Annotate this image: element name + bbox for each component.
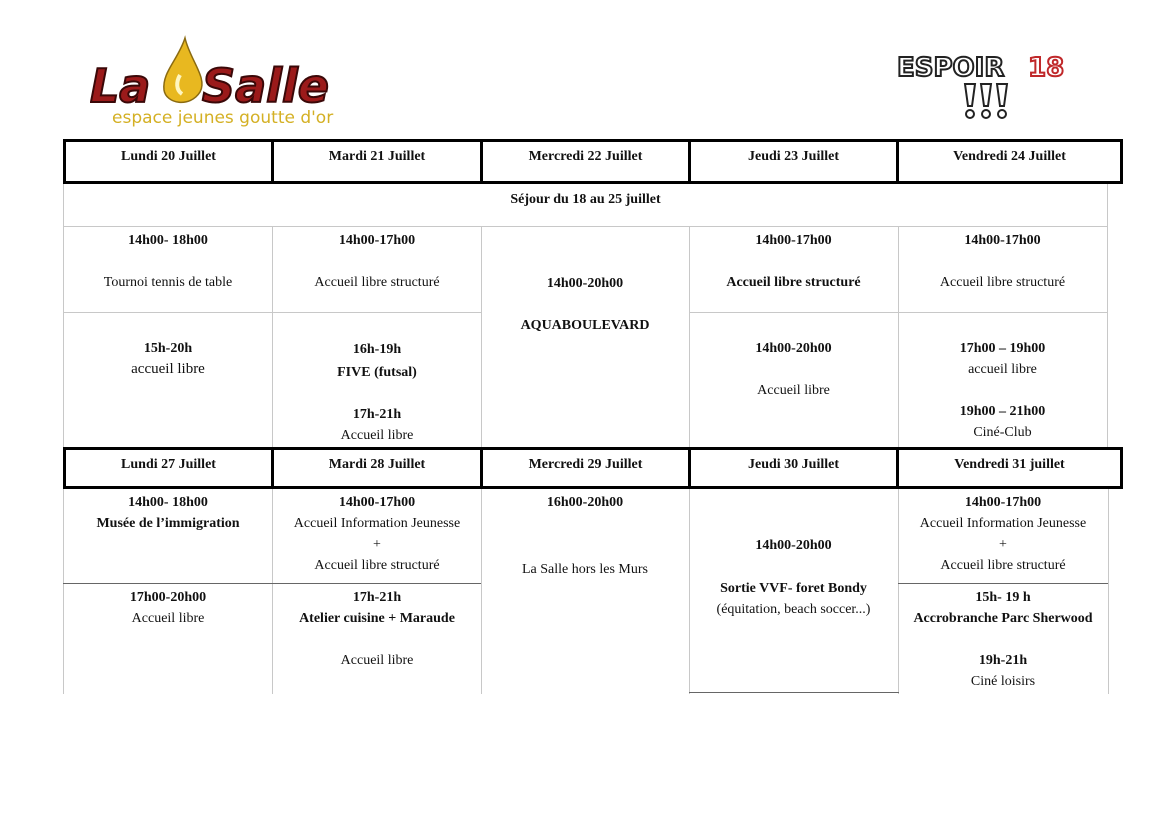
time-label: 16h00-20h00 xyxy=(546,495,624,510)
time-label: 14h00-17h00 xyxy=(755,233,832,248)
time-label: 17h00 – 19h00 xyxy=(959,341,1046,356)
day-header: Mercredi 22 Juillet xyxy=(480,139,691,184)
activity-label: Accueil libre structuré xyxy=(939,275,1066,290)
svg-text:espace jeunes goutte d'or: espace jeunes goutte d'or xyxy=(112,108,334,128)
activity-label: Accueil libre xyxy=(131,611,205,626)
svg-text:ESPOIR: ESPOIR xyxy=(897,53,1005,83)
week1-tue-slot1 xyxy=(272,230,482,293)
activity-label: Accueil libre xyxy=(340,428,414,443)
week1-wed-slot xyxy=(481,273,689,336)
week2-tue-slot2 xyxy=(272,587,482,671)
time-label: 17h00-20h00 xyxy=(129,590,207,605)
time-label: 14h00-17h00 xyxy=(964,495,1042,510)
activity-label: FIVE (futsal) xyxy=(337,365,417,380)
day-header: Jeudi 23 Juillet xyxy=(688,139,899,184)
time-label: 14h00-17h00 xyxy=(964,233,1041,248)
time-label: 14h00-17h00 xyxy=(338,233,416,248)
day-header: Mardi 28 Juillet xyxy=(271,447,483,489)
activity-label: Ciné-Club xyxy=(973,425,1032,440)
time-label: 14h00-17h00 xyxy=(338,495,416,510)
week1-thu-slot2 xyxy=(689,338,898,401)
time-label: 15h-20h xyxy=(143,341,193,356)
time-label: 17h-21h xyxy=(352,407,402,422)
activity-label: Accueil libre structuré xyxy=(726,275,861,290)
week2-tue-slot1 xyxy=(272,492,482,576)
week2-fri-slot1 xyxy=(898,492,1108,576)
week1-mon-slot2 xyxy=(63,338,273,380)
plus-sign: + xyxy=(373,537,381,552)
activity-label: AQUABOULEVARD xyxy=(520,318,650,333)
week2-wed-slot xyxy=(481,492,689,580)
svg-text:18: 18 xyxy=(1028,53,1065,83)
activity-label: Accrobranche Parc Sherwood xyxy=(913,611,1093,626)
activity-label: Tournoi tennis de table xyxy=(103,275,233,290)
svg-text:La: La xyxy=(90,59,151,113)
week1-fri-slot2 xyxy=(898,338,1107,443)
activity-label: accueil libre xyxy=(131,361,205,377)
time-label: 14h00-20h00 xyxy=(755,538,832,553)
week1-fri-slot1 xyxy=(898,230,1107,293)
week2-mon-slot1 xyxy=(63,492,273,534)
day-header: Mercredi 29 Juillet xyxy=(480,447,691,489)
time-label: 17h-21h xyxy=(352,590,402,605)
day-header: Lundi 27 Juillet xyxy=(63,447,274,489)
activity-label: Accueil Information Jeunesse xyxy=(293,516,461,531)
week1-tue-slot2 xyxy=(272,339,482,446)
time-label: 14h00-20h00 xyxy=(546,276,624,291)
day-header: Vendredi 24 Juillet xyxy=(896,139,1123,184)
week1-thu-slot1 xyxy=(689,230,898,293)
activity-label: Accueil libre structuré xyxy=(314,558,440,573)
activity-label: Ciné loisirs xyxy=(970,674,1036,689)
time-label: 14h00- 18h00 xyxy=(128,495,208,510)
activity-label: Accueil libre xyxy=(340,653,414,668)
activity-label: La Salle hors les Murs xyxy=(522,562,648,577)
time-label: 19h00 – 21h00 xyxy=(959,404,1046,419)
time-label: 14h00-20h00 xyxy=(755,341,832,356)
activity-label: Accueil libre structuré xyxy=(314,275,440,290)
day-header: Mardi 21 Juillet xyxy=(271,139,483,184)
activity-label: Accueil Information Jeunesse xyxy=(919,516,1087,531)
week2-mon-slot2 xyxy=(63,587,273,629)
time-label: 15h- 19 h xyxy=(975,590,1031,605)
activity-label: Sortie VVF- foret Bondy xyxy=(720,581,867,596)
activity-label: accueil libre xyxy=(968,362,1037,377)
time-label: 16h-19h xyxy=(352,342,402,357)
plus-sign: + xyxy=(999,537,1007,552)
week2-fri-slot2 xyxy=(898,587,1108,692)
day-header: Vendredi 31 juillet xyxy=(896,447,1123,489)
sejour-banner: Séjour du 18 au 25 juillet xyxy=(510,192,661,207)
day-header: Jeudi 30 Juillet xyxy=(688,447,899,489)
activity-label: Accueil libre xyxy=(757,383,830,398)
activity-label: Atelier cuisine + Maraude xyxy=(299,611,455,626)
svg-text:Salle: Salle xyxy=(202,59,329,113)
time-label: 14h00- 18h00 xyxy=(128,233,208,248)
activity-label: Musée de l’immigration xyxy=(96,516,240,531)
day-header: Lundi 20 Juillet xyxy=(63,139,274,184)
week2-thu-slot xyxy=(689,535,898,620)
activity-label: (équitation, beach soccer...) xyxy=(716,602,871,617)
activity-label: Accueil libre structuré xyxy=(940,558,1066,573)
week1-mon-slot1 xyxy=(63,230,273,293)
time-label: 19h-21h xyxy=(978,653,1028,668)
